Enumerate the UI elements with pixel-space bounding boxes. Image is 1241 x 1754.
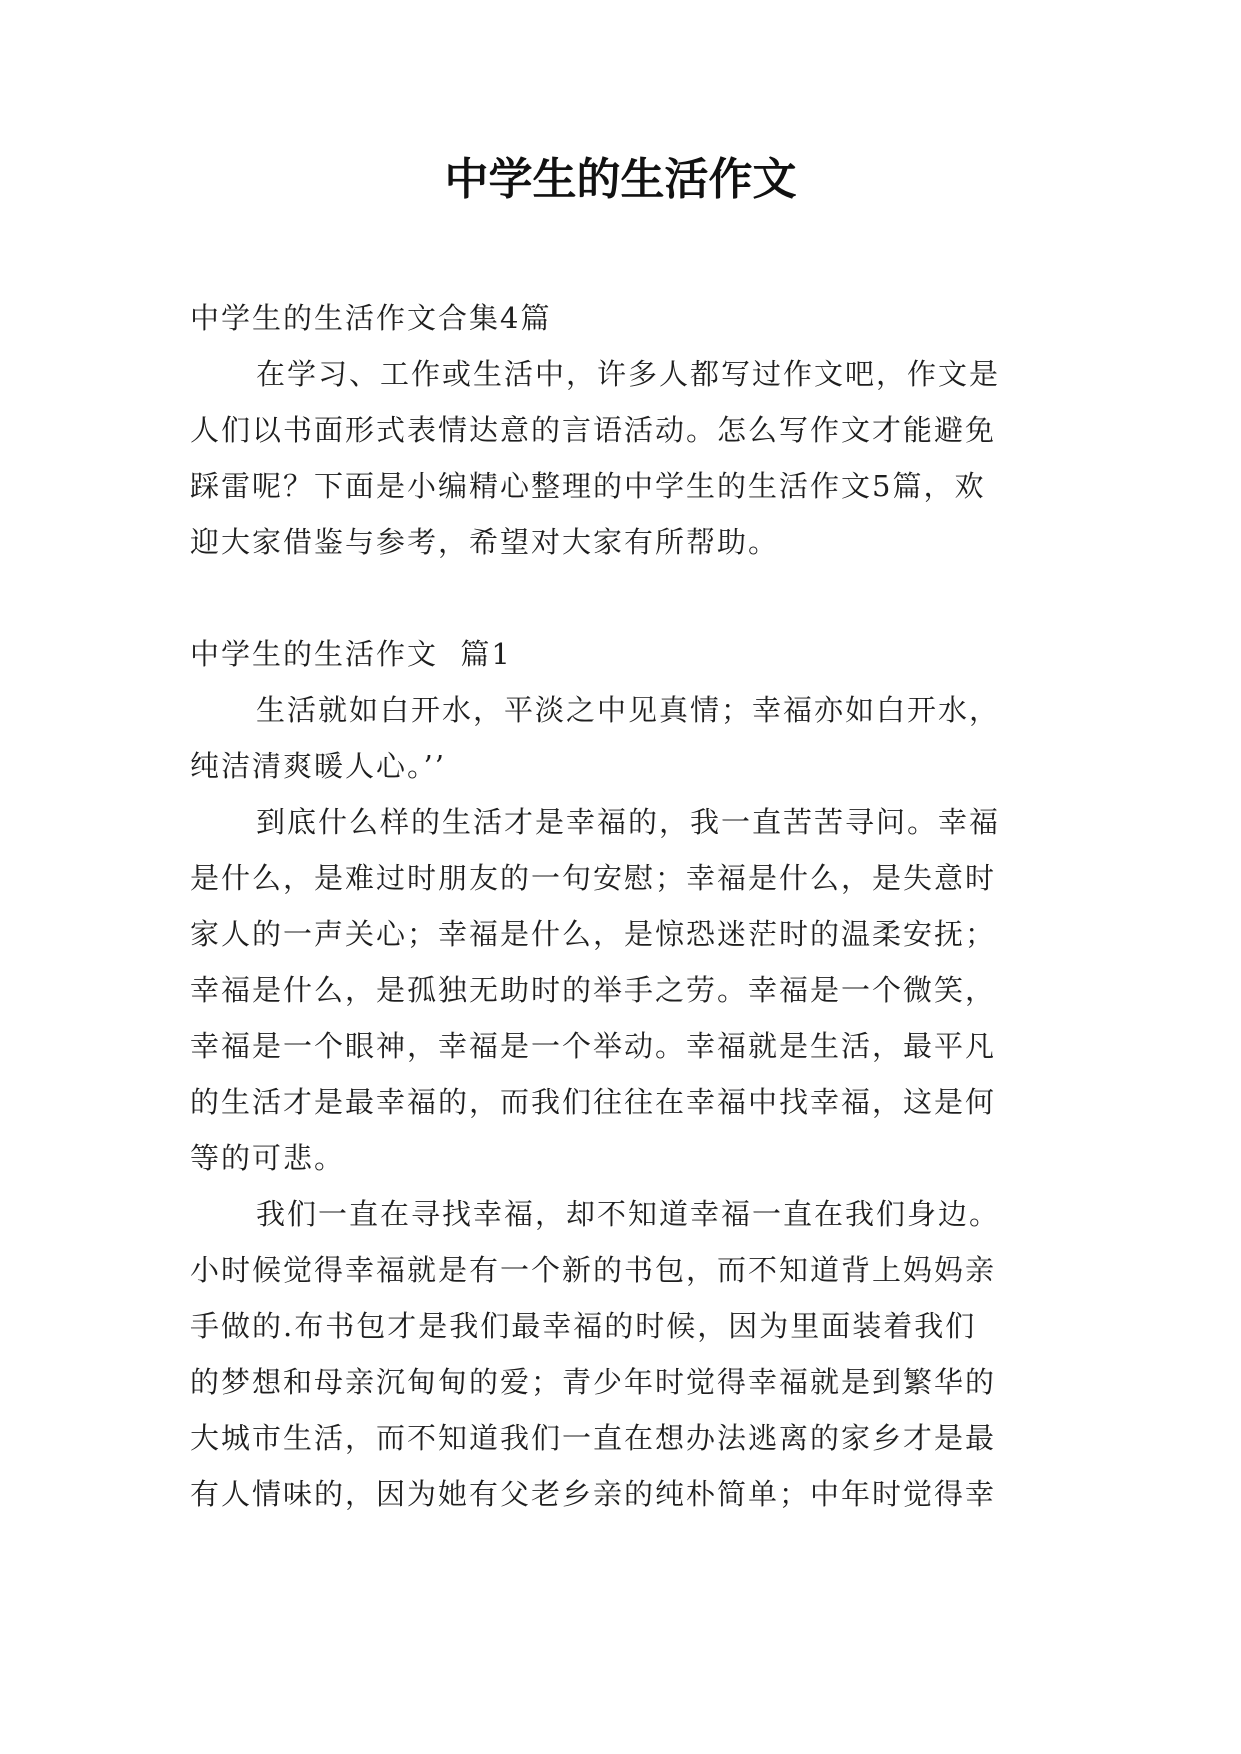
paragraph-line: 到底什么样的生活才是幸福的，我一直苦苦寻问。幸福 — [256, 805, 1001, 839]
paragraph-line: 手做的.布书包才是我们最幸福的时候，因为里面装着我们 — [190, 1309, 977, 1343]
paragraph-line: 幸福是一个眼神，幸福是一个举动。幸福就是生活，最平凡 — [190, 1029, 997, 1063]
intro-line: 踩雷呢？下面是小编精心整理的中学生的生活作文5篇，欢 — [190, 469, 986, 503]
document-body — [190, 290, 1050, 1522]
section-heading: 中学生的生活作文 篇1 — [190, 637, 512, 671]
collection-heading: 中学生的生活作文合集4篇 — [190, 301, 552, 335]
paragraph-2 — [190, 794, 1050, 1186]
paragraph-line: 等的可悲。 — [190, 1141, 346, 1175]
paragraph-line: 大城市生活，而不知道我们一直在想办法逃离的家乡才是最 — [190, 1421, 997, 1455]
document-title: 中学生的生活作文 — [444, 154, 797, 205]
intro-paragraph — [190, 346, 1050, 570]
paragraph-line: 小时候觉得幸福就是有一个新的书包，而不知道背上妈妈亲 — [190, 1253, 997, 1287]
paragraph-line: 的梦想和母亲沉甸甸的爱；青少年时觉得幸福就是到繁华的 — [190, 1365, 997, 1399]
paragraph-line: 纯洁清爽暖人心。’’ — [190, 749, 446, 783]
intro-line: 人们以书面形式表情达意的言语活动。怎么写作文才能避免 — [190, 413, 997, 447]
paragraph-line: 幸福是什么，是孤独无助时的举手之劳。幸福是一个微笑， — [190, 973, 997, 1007]
paragraph-3 — [190, 1186, 1050, 1522]
intro-line: 迎大家借鉴与参考，希望对大家有所帮助。 — [190, 525, 780, 559]
paragraph-1 — [190, 682, 1050, 794]
section-spacer — [190, 570, 1050, 626]
intro-line: 在学习、工作或生活中，许多人都写过作文吧，作文是 — [256, 357, 1001, 391]
paragraph-line: 有人情味的，因为她有父老乡亲的纯朴简单；中年时觉得幸 — [190, 1477, 997, 1511]
paragraph-line: 家人的一声关心；幸福是什么，是惊恐迷茫时的温柔安抚； — [190, 917, 997, 951]
paragraph-line: 我们一直在寻找幸福，却不知道幸福一直在我们身边。 — [256, 1197, 1001, 1231]
paragraph-line: 生活就如白开水，平淡之中见真情；幸福亦如白开水， — [256, 693, 1001, 727]
paragraph-line: 的生活才是最幸福的，而我们往往在幸福中找幸福，这是何 — [190, 1085, 997, 1119]
paragraph-line: 是什么，是难过时朋友的一句安慰；幸福是什么，是失意时 — [190, 861, 997, 895]
